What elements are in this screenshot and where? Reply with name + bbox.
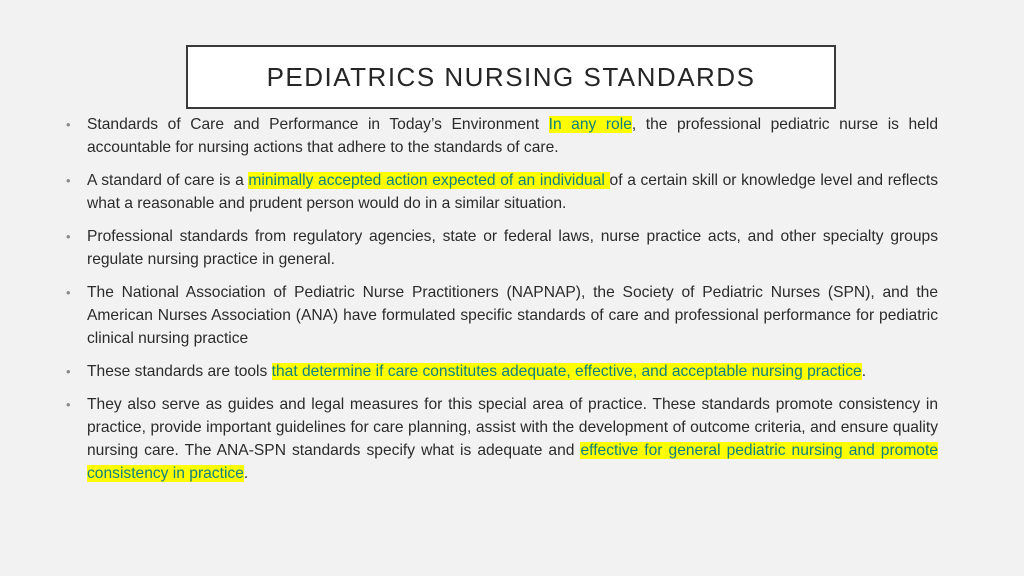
bullet-item xyxy=(66,360,938,383)
bullet-text: A standard of care is a xyxy=(87,172,249,189)
slide-title-box xyxy=(186,45,836,109)
bullet-text: Standards of Care and Performance in Today’s Environment xyxy=(87,116,549,133)
highlighted-text: In any role xyxy=(548,116,632,133)
highlighted-text: that determine if care constitutes adequate, effective, and acceptable nursing practice xyxy=(271,363,862,380)
bullet-text: Professional standards from regulatory agencies, state or federal laws, nurse practice acts, and other specialty groups regulate nursing practice in general. xyxy=(87,228,938,268)
bullet-marker-icon: • xyxy=(66,397,71,412)
bullet-item xyxy=(66,169,938,215)
bullet-marker-icon: • xyxy=(66,229,71,244)
bullet-item xyxy=(66,281,938,350)
bullet-marker-icon: • xyxy=(66,364,71,379)
bullet-marker-icon: • xyxy=(66,173,71,188)
bullet-item xyxy=(66,225,938,271)
bullet-item xyxy=(66,113,938,159)
bullet-text: . xyxy=(243,465,249,482)
highlighted-text: effective for general pediatric nursing and promote consistency in practice xyxy=(87,442,938,482)
bullet-marker-icon: • xyxy=(66,285,71,300)
bullet-marker-icon: • xyxy=(66,117,71,132)
bullet-text: These standards are tools xyxy=(87,363,272,380)
bullet-item xyxy=(66,393,938,485)
slide-title: PEDIATRICS NURSING STANDARDS xyxy=(266,61,756,92)
bullet-text: They also serve as guides and legal measures for this special area of practice. These standards promote consistency in practice, provide important guidelines for care planning, assist with the development of outcome criteria, and ensure quality nursing care. The ANA-SPN standards specify what is adequate and xyxy=(87,396,938,459)
bullet-text: of a certain skill or knowledge level and reflects what a reasonable and prudent person would do in a similar situation. xyxy=(87,172,938,212)
bullet-text: , the professional pediatric nurse is held accountable for nursing actions that adhere to the standards of care. xyxy=(87,116,938,156)
bullet-list xyxy=(66,113,938,495)
highlighted-text: minimally accepted action expected of an individual xyxy=(248,172,610,189)
bullet-text: The National Association of Pediatric Nurse Practitioners (NAPNAP), the Society of Pediatric Nurses (SPN), and the American Nurses Association (ANA) have formulated specific standards of care and professional performance for pediatric clinical nursing practice xyxy=(87,284,938,347)
bullet-text: . xyxy=(861,363,867,380)
